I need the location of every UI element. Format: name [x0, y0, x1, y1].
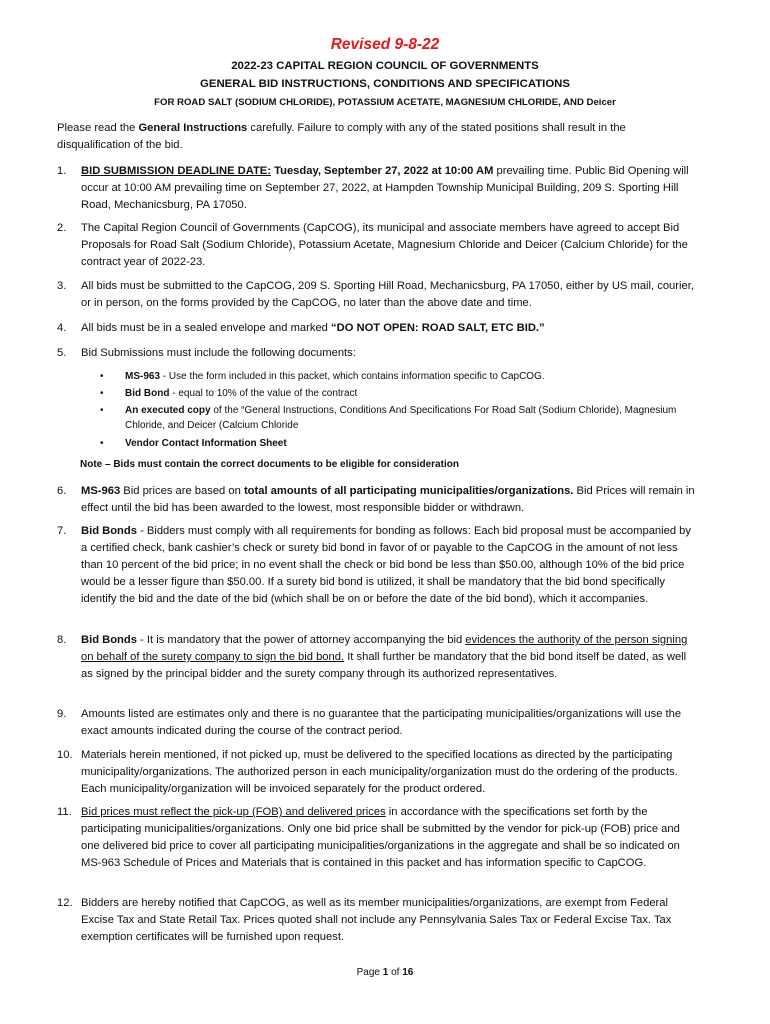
document-title: 2022-23 CAPITAL REGION COUNCIL OF GOVERNMENTS [231, 60, 539, 72]
bullet-executed-copy: • An executed copy of the “General Instructions, Conditions And Specifications For Road Salt (Sodium Chloride), Magnesium Chloride, and Deicer (Calcium Chloride [100, 405, 677, 431]
page-number: Page 1 of 16 [356, 967, 414, 978]
intro-paragraph: Please read the General Instructions carefully. Failure to comply with any of the stated positions shall result in the disqualification of the bid. [57, 122, 626, 151]
list-item-3: 3. All bids must be submitted to the CapCOG, 209 S. Sporting Hill Road, Mechanicsburg, PA 17050, either by US mail, courier, or in person, on the forms provided by the CapCOG, no later than the above date and time. [57, 280, 694, 309]
note-required-documents: Note – Bids must contain the correct documents to be eligible for consideration [80, 459, 459, 470]
list-item-6: 6. MS-963 Bid prices are based on total amounts of all participating municipalities/organizations. Bid Prices will remain in effect until the bid has been awarded to the lowest, most responsible bidder or withdrawn. [57, 485, 695, 514]
bullet-vendor-sheet: • Vendor Contact Information Sheet [100, 438, 287, 449]
bullet-ms963: • MS-963 - Use the form included in this packet, which contains information specific to CapCOG. [100, 371, 545, 382]
list-item-8: 8. Bid Bonds - It is mandatory that the power of attorney accompanying the bid evidences the authority of the person signing on behalf of the surety company to sign the bid bond. It shall further be mandatory that the bid bond itself be dated, as well as signed by the principal bidder and the surety company through its authorized representatives. [57, 634, 688, 680]
list-item-12: 12. Bidders are hereby notified that CapCOG, as well as its member municipalities/organizations, are exempt from Federal Excise Tax and State Retail Tax. Prices quoted shall not include any Pennsylvania Sales Tax or Federal Excise Tax. Tax exemption certificates will be furnished upon request. [57, 897, 672, 943]
bullet-icon: • [100, 405, 104, 416]
list-item-2: 2. The Capital Region Council of Governments (CapCOG), its municipal and associate members have agreed to accept Bid Proposals for Road Salt (Sodium Chloride), Potassium Acetate, Magnesium Chloride and Deicer (Calcium Chloride) for the contract year of 2022-23. [57, 222, 688, 268]
document-subtitle: GENERAL BID INSTRUCTIONS, CONDITIONS AND SPECIFICATIONS [200, 78, 570, 90]
list-item-10: 10. Materials herein mentioned, if not picked up, must be delivered to the specified locations as directed by the participating municipality/organizations. The authorized person in each municipality/organization must do the ordering of the products. Each municipality/organization will be invoiced separately for the product ordered. [57, 749, 678, 795]
list-item-7: 7. Bid Bonds - Bidders must comply with all requirements for bonding as follows: Each bid proposal must be accompanied by a certified check, bank cashier’s check or surety bid bond in favor of or payable to the CapCOG in the amount of not less than 10 percent of the bid price; in no event shall the check or bid bond be less than $50.00, although 10% of the bid price would be a lesser figure than $50.00. If a surety bid bond is utilized, it shall be mandatory that the bid bond specifically identify the bid and the date of the bid (which shall be on or before the date of the bid bond), which it accompanies. [57, 525, 691, 605]
bullet-icon: • [100, 371, 104, 382]
bullet-icon: • [100, 438, 104, 449]
document-scope: FOR ROAD SALT (SODIUM CHLORIDE), POTASSIUM ACETATE, MAGNESIUM CHLORIDE, AND Deicer [154, 97, 616, 108]
bullet-bid-bond: • Bid Bond - equal to 10% of the value of the contract [100, 388, 358, 399]
revised-date: Revised 9-8-22 [330, 36, 440, 53]
list-item-4: 4. All bids must be in a sealed envelope and marked “DO NOT OPEN: ROAD SALT, ETC BID.” [57, 322, 545, 334]
list-item-9: 9. Amounts listed are estimates only and there is no guarantee that the participating municipalities/organizations will use the exact amounts indicated during the course of the contract period. [57, 708, 682, 737]
list-item-11: 11. Bid prices must reflect the pick-up (FOB) and delivered prices in accordance with the specifications set forth by the participating municipalities/organizations. Only one bid price shall be submitted by the vendor for pick-up (FOB) price and one delivered bid price to cover all participating municipalities/organizations in the aggregate and shall be so indicated on MS-963 Schedule of Prices and Materials that is contained in this packet and has information specific to CapCOG. [57, 806, 680, 869]
list-item-1: 1. BID SUBMISSION DEADLINE DATE: Tuesday, September 27, 2022 at 10:00 AM prevailing time. Public Bid Opening will occur at 10:00 AM prevailing time on September 27, 2022, at Hampden Township Municipal Building, 209 S. Sporting Hill Road, Mechanicsburg, PA 17050. [57, 165, 689, 211]
bullet-icon: • [100, 388, 104, 399]
list-item-5: 5. Bid Submissions must include the following documents: [57, 347, 356, 359]
